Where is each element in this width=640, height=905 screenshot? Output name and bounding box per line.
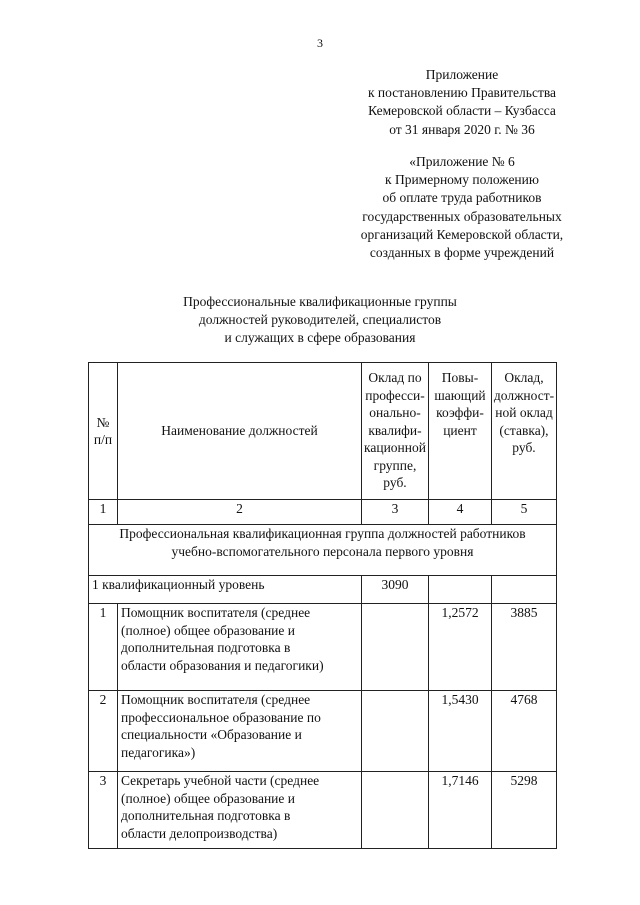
header-no-line: № [96, 414, 110, 430]
position-name [118, 772, 362, 849]
header-group-salary [362, 363, 429, 500]
column-number-row [89, 500, 557, 525]
salary-value: 5298 [492, 772, 557, 849]
appendix-header-line: Приложение [425, 67, 499, 82]
row-number: 2 [89, 691, 118, 772]
header-group-salary-line: Оклад по [368, 370, 422, 385]
qualification-level-salary: 3090 [362, 576, 429, 604]
header-no [89, 363, 118, 500]
header-group-salary-line: квалифи- [368, 422, 422, 438]
header-coefficient-line: коэффи- [436, 405, 484, 420]
header-official-salary-line: должност- [493, 387, 555, 403]
column-number: 2 [118, 500, 362, 525]
table-row [89, 604, 557, 691]
position-name [118, 604, 362, 691]
appendix-header-line: от 31 января 2020 г. № 36 [389, 121, 535, 137]
appendix-6-line: «Приложение № 6 [409, 154, 515, 169]
header-official-salary-line: руб. [512, 440, 536, 455]
group-title-line: учебно-вспомогательного персонала первого уровня [171, 543, 474, 559]
header-group-salary-line: онально- [369, 405, 421, 420]
salary-value: 4768 [492, 691, 557, 772]
qualification-level-label: 1 квалификационный уровень [89, 576, 362, 604]
appendix-header-line: к постановлению Правительства [367, 85, 557, 101]
empty-cell [362, 772, 429, 849]
header-official-salary-line: ной оклад [495, 405, 553, 420]
position-name [118, 691, 362, 772]
header-coefficient [429, 363, 492, 500]
position-name-line: области образования и педагогики) [121, 657, 324, 673]
header-coefficient-line: Повы- [441, 370, 479, 385]
row-number: 1 [89, 604, 118, 691]
position-name-line: области делопроизводства) [121, 825, 278, 841]
position-name-line: (полное) общее образование и [121, 622, 295, 638]
header-group-salary-line: кационной [364, 440, 426, 455]
header-official-salary-line: Оклад, [504, 370, 544, 385]
table-row [89, 691, 557, 772]
table-header-row [89, 363, 557, 500]
column-number: 4 [429, 500, 492, 525]
header-group-salary-line: професси- [365, 387, 425, 403]
header-coefficient-line: циент [443, 422, 477, 438]
position-name-line: педагогика») [121, 744, 196, 760]
empty-cell [429, 576, 492, 604]
appendix-header-line: Кемеровской области – Кузбасса [368, 103, 556, 119]
header-no-line: п/п [93, 432, 113, 447]
position-name-line: (полное) общее образование и [121, 790, 295, 806]
header-name-line: Наименование должностей [161, 423, 318, 439]
header-official-salary [492, 363, 557, 500]
title-line: должностей руководителей, специалистов [198, 312, 442, 328]
title-line: Профессиональные квалификационные группы [183, 294, 457, 309]
empty-cell [362, 604, 429, 691]
group-title [89, 525, 557, 576]
position-name-line: дополнительная подготовка в [121, 808, 291, 823]
title-line: и служащих в сфере образования [224, 330, 416, 346]
position-name-line: специальности «Образование и [121, 727, 302, 742]
column-number: 3 [362, 500, 429, 525]
coefficient-value: 1,2572 [429, 604, 492, 691]
empty-cell [492, 576, 557, 604]
appendix-6-line: организаций Кемеровской области, [360, 226, 564, 242]
column-number: 5 [492, 500, 557, 525]
position-name-line: Помощник воспитателя (среднее [121, 605, 311, 620]
qualification-level-row [89, 576, 557, 604]
appendix-6-line: созданных в форме учреждений [369, 245, 555, 261]
appendix-6-line: государственных образовательных [362, 208, 562, 224]
group-title-row [89, 525, 557, 576]
appendix-6-header [328, 153, 596, 262]
coefficient-value: 1,5430 [429, 691, 492, 772]
page-number: 3 [317, 36, 323, 50]
appendix-6-line: об оплате труда работников [382, 190, 542, 206]
position-name-line: профессиональное образование по [121, 709, 321, 725]
group-title-line: Профессиональная квалификационная группа должностей работников [119, 526, 526, 541]
position-name-line: Секретарь учебной части (среднее [121, 773, 320, 788]
row-number: 3 [89, 772, 118, 849]
appendix-header [328, 66, 596, 139]
header-official-salary-line: (ставка), [499, 422, 549, 438]
table-row [89, 772, 557, 849]
position-name-line: дополнительная подготовка в [121, 640, 291, 655]
header-coefficient-line: шающий [434, 387, 486, 403]
header-name [118, 363, 362, 500]
coefficient-value: 1,7146 [429, 772, 492, 849]
document-title [120, 293, 520, 348]
salary-value: 3885 [492, 604, 557, 691]
column-number: 1 [89, 500, 118, 525]
position-name-line: Помощник воспитателя (среднее [121, 692, 311, 707]
header-group-salary-line: группе, [373, 457, 417, 473]
header-group-salary-line: руб. [383, 475, 407, 490]
empty-cell [362, 691, 429, 772]
appendix-6-line: к Примерному положению [385, 172, 539, 188]
salary-table [88, 362, 557, 849]
